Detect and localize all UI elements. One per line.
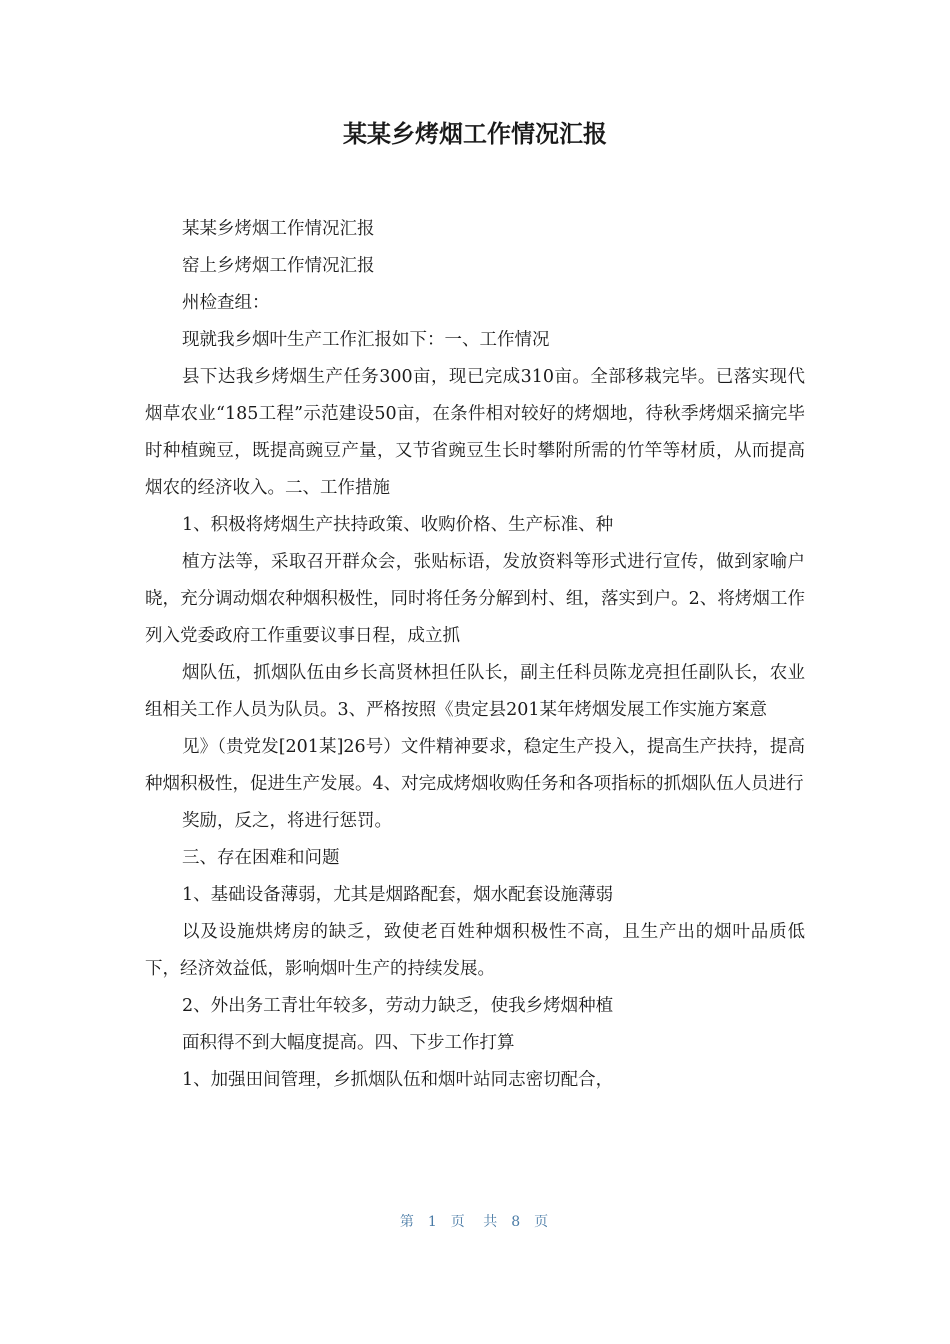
paragraph: 1、积极将烤烟生产扶持政策、收购价格、生产标准、种 bbox=[182, 515, 614, 535]
page-label-suffix: 页 bbox=[534, 1214, 551, 1230]
paragraph: 见》（贵党发[201某]26号）文件精神要求，稳定生产投入，提高生产扶持，提高种烟积极性，促进生产发展。4、对完成烤烟收购任务和各项指标的抓烟队伍人员进行 bbox=[145, 737, 805, 794]
paragraph: 烟队伍，抓烟队伍由乡长高贤林担任队长，副主任科员陈龙亮担任副队长，农业组相关工作人员为队员。3、严格按照《贵定县201某年烤烟发展工作实施方案意 bbox=[145, 663, 805, 720]
paragraph: 2、外出务工青壮年较多，劳动力缺乏，使我乡烤烟种植 bbox=[182, 996, 614, 1016]
paragraph: 窑上乡烤烟工作情况汇报 bbox=[182, 256, 375, 276]
paragraph: 植方法等，采取召开群众会，张贴标语，发放资料等形式进行宣传，做到家喻户晓，充分调动烟农种烟积极性，同时将任务分解到村、组，落实到户。2、将烤烟工作列入党委政府工作重要议事日程，成立抓 bbox=[145, 552, 805, 646]
paragraph: 面积得不到大幅度提高。四、下步工作打算 bbox=[182, 1033, 515, 1053]
page-title: 某某乡烤烟工作情况汇报 bbox=[343, 120, 607, 148]
paragraph: 州检查组： bbox=[182, 293, 270, 313]
total-pages-number: 8 bbox=[511, 1214, 523, 1230]
page-footer bbox=[0, 1212, 950, 1232]
document-body bbox=[145, 211, 805, 1099]
paragraph: 奖励，反之，将进行惩罚。 bbox=[182, 811, 392, 831]
paragraph: 三、存在困难和问题 bbox=[182, 848, 340, 868]
paragraph: 某某乡烤烟工作情况汇报 bbox=[182, 219, 375, 239]
paragraph: 县下达我乡烤烟生产任务300亩，现已完成310亩。全部移栽完毕。已落实现代烟草农业“185工程”示范建设50亩，在条件相对较好的烤烟地，待秋季烤烟采摘完毕时种植豌豆，既提高豌豆产量，又节省豌豆生长时攀附所需的竹竿等材质，从而提高烟农的经济收入。二、工作措施 bbox=[145, 367, 805, 498]
paragraph: 以及设施烘烤房的缺乏，致使老百姓种烟积极性不高，且生产出的烟叶品质低下，经济效益低，影响烟叶生产的持续发展。 bbox=[145, 922, 805, 979]
paragraph: 1、加强田间管理，乡抓烟队伍和烟叶站同志密切配合， bbox=[182, 1070, 614, 1090]
current-page-number: 1 bbox=[427, 1214, 439, 1230]
page-label-mid: 页 共 bbox=[450, 1214, 500, 1230]
paragraph: 现就我乡烟叶生产工作汇报如下：一、工作情况 bbox=[182, 330, 550, 350]
page-label-prefix: 第 bbox=[399, 1214, 416, 1230]
paragraph: 1、基础设备薄弱，尤其是烟路配套，烟水配套设施薄弱 bbox=[182, 885, 614, 905]
